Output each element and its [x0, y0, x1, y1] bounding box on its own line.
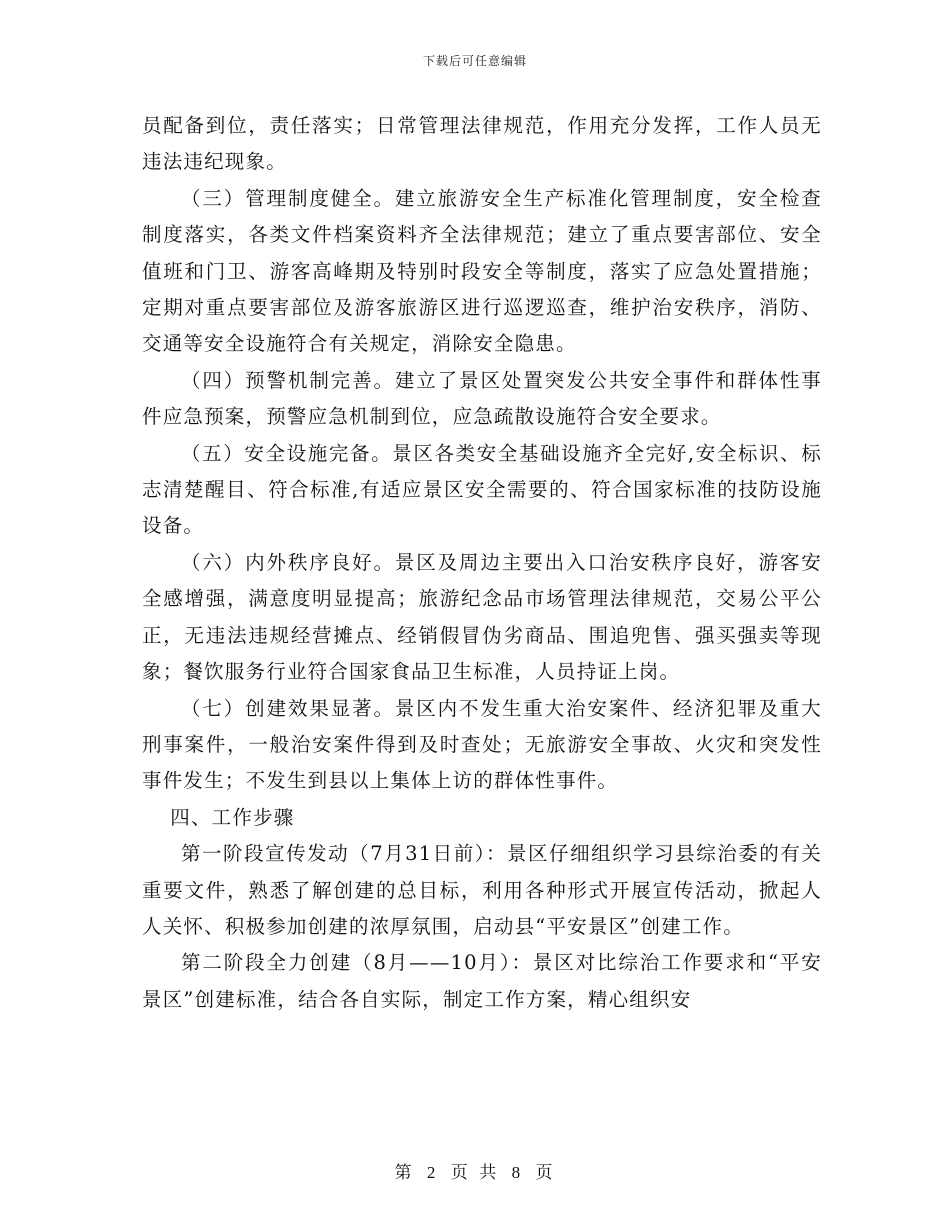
paragraph-safety-facilities: （五）安全设施完备。景区各类安全基础设施齐全完好,安全标识、标志清楚醒目、符合标准,有适应景区安全需要的、符合国家标准的技防设施设备。: [142, 441, 822, 538]
footer-middle: 页 共: [450, 1163, 500, 1183]
paragraph-continuation: 员配备到位，责任落实；日常管理法律规范，作用充分发挥，工作人员无违法违纪现象。: [142, 114, 822, 174]
section-heading-work-steps: 四、工作步骤: [170, 805, 295, 829]
paragraph-order: （六）内外秩序良好。景区及周边主要出入口治安秩序良好，游客安全感增强，满意度明显提高；旅游纪念品市场管理法律规范，交易公平公正，无违法违规经营摊点、经销假冒伪劣商品、围追兜售、强买强卖等现象；餐饮服务行业符合国家食品卫生标准，人员持证上岗。: [142, 550, 822, 684]
document-body: [142, 108, 822, 1018]
paragraph-phase-two: 第二阶段全力创建（8月——10月）：景区对比综治工作要求和“平安景区”创建标准，结合各自实际，制定工作方案，精心组织安: [142, 951, 822, 1011]
footer-suffix: 页: [535, 1163, 556, 1183]
paragraph-warning-mechanism: （四）预警机制完善。建立了景区处置突发公共安全事件和群体性事件应急预案，预警应急机制到位，应急疏散设施符合安全要求。: [142, 368, 822, 429]
paragraph-management-system: （三）管理制度健全。建立旅游安全生产标准化管理制度，安全检查制度落实，各类文件档案资料齐全法律规范；建立了重点要害部位、安全值班和门卫、游客高峰期及特别时段安全等制度，落实了应急处置措施；定期对重点要害部位及游客旅游区进行巡逻巡查，维护治安秩序，消防、交通等安全设施符合有关规定，消除安全隐患。: [142, 186, 822, 356]
paragraph-phase-one: 第一阶段宣传发动（7月31日前）：景区仔细组织学习县综治委的有关重要文件，熟悉了解创建的总目标，利用各种形式开展宣传活动，掀起人人关怀、积极参加创建的浓厚氛围，启动县“平安景区”创建工作。: [142, 842, 822, 938]
current-page-number: 2: [426, 1163, 439, 1182]
paragraph-effect: （七）创建效果显著。景区内不发生重大治安案件、经济犯罪及重大刑事案件，一般治安案件得到及时查处；无旅游安全事故、火灾和突发性事件发生；不发生到县以上集体上访的群体性事件。: [142, 696, 822, 793]
header-note: 下载后可任意编辑: [422, 54, 527, 68]
footer-prefix: 第: [394, 1163, 415, 1183]
total-pages-number: 8: [511, 1163, 524, 1182]
page-footer: [0, 1158, 950, 1183]
